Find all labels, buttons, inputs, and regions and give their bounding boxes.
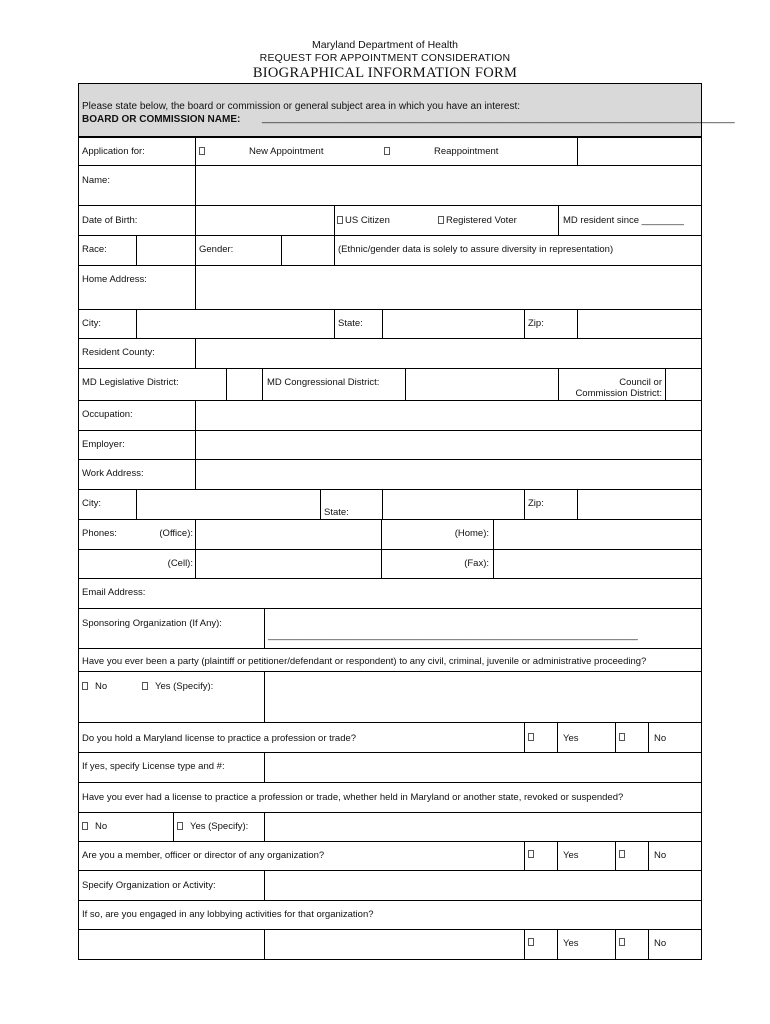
new-appointment-checkbox[interactable] (199, 147, 205, 155)
resident-county-label: Resident County: (82, 347, 155, 358)
party-no-label: No (95, 681, 108, 692)
email-field[interactable] (160, 579, 701, 607)
md-legislative-field[interactable] (227, 369, 261, 399)
gender-label: Gender: (199, 244, 234, 255)
board-instruction: Please state below, the board or commission or general subject area in which you have an interest: (82, 101, 521, 112)
license-no-label: No (654, 733, 667, 744)
council-label-line1: Council or (619, 377, 662, 388)
party-specify-field[interactable] (265, 672, 701, 721)
home-zip-field[interactable] (578, 310, 701, 337)
race-field[interactable] (137, 236, 194, 264)
home-address-label: Home Address: (82, 274, 147, 285)
dob-label: Date of Birth: (82, 215, 138, 226)
work-state-label: State: (324, 507, 349, 518)
office-phone-label: (Office): (159, 528, 193, 539)
occupation-label: Occupation: (82, 409, 133, 420)
council-district-field[interactable] (666, 369, 701, 399)
resident-county-field[interactable] (196, 339, 701, 367)
work-state-field[interactable] (383, 490, 523, 518)
cell-phone-label: (Cell): (167, 558, 193, 569)
md-congressional-label: MD Congressional District: (267, 377, 380, 388)
member-no-label: No (654, 850, 667, 861)
department-heading: Maryland Department of Health (312, 39, 458, 51)
work-address-field[interactable] (196, 460, 701, 488)
employer-label: Employer: (82, 439, 125, 450)
member-yes-label: Yes (563, 850, 579, 861)
board-name-field[interactable]: _____________________________________________________________________________________ (262, 113, 735, 124)
work-city-field[interactable] (137, 490, 319, 518)
reappointment-checkbox[interactable] (384, 147, 390, 155)
lobbying-no-checkbox[interactable] (619, 938, 625, 946)
home-state-label: State: (338, 318, 363, 329)
license-question: Do you hold a Maryland license to practice a profession or trade? (82, 733, 357, 744)
form-title: BIOGRAPHICAL INFORMATION FORM (252, 65, 518, 81)
sponsoring-field[interactable]: ______________________________________________________________________ (268, 630, 638, 641)
revoked-question: Have you ever had a license to practice a profession or trade, whether held in Maryland or another state, revoked or suspended? (82, 792, 624, 803)
home-address-field[interactable] (196, 266, 701, 308)
fax-field[interactable] (494, 550, 701, 577)
office-phone-field[interactable] (196, 520, 380, 548)
license-no-checkbox[interactable] (619, 733, 625, 741)
gender-field[interactable] (282, 236, 333, 264)
work-zip-field[interactable] (578, 490, 701, 518)
lobbying-yes-checkbox[interactable] (528, 938, 534, 946)
md-congressional-field[interactable] (406, 369, 557, 399)
party-yes-checkbox[interactable] (142, 682, 148, 690)
license-type-field[interactable] (265, 753, 701, 781)
request-heading: REQUEST FOR APPOINTMENT CONSIDERATION (259, 52, 511, 64)
member-yes-checkbox[interactable] (528, 850, 534, 858)
employer-field[interactable] (196, 431, 701, 458)
email-label: Email Address: (82, 587, 146, 598)
work-city-label: City: (82, 498, 101, 509)
md-legislative-label: MD Legislative District: (82, 377, 179, 388)
cell-phone-field[interactable] (196, 550, 380, 577)
home-city-field[interactable] (137, 310, 333, 337)
us-citizen-checkbox[interactable] (337, 216, 343, 224)
member-no-checkbox[interactable] (619, 850, 625, 858)
reappointment-label: Reappointment (434, 146, 499, 157)
sponsoring-label: Sponsoring Organization (If Any): (82, 618, 222, 629)
race-label: Race: (82, 244, 107, 255)
registered-voter-checkbox[interactable] (438, 216, 444, 224)
party-yes-label: Yes (Specify): (155, 681, 214, 692)
lobbying-field-b[interactable] (265, 930, 523, 959)
revoked-specify-field[interactable] (265, 813, 701, 840)
board-name-label: BOARD OR COMMISSION NAME: (82, 114, 241, 125)
home-phone-field[interactable] (494, 520, 701, 548)
license-type-label: If yes, specify License type and #: (82, 761, 225, 772)
md-resident-since-field[interactable]: MD resident since ________ (563, 215, 684, 226)
new-appointment-label: New Appointment (249, 146, 324, 157)
lobbying-question: If so, are you engaged in any lobbying activities for that organization? (82, 909, 374, 920)
license-yes-label: Yes (563, 733, 579, 744)
lobbying-field-a[interactable] (79, 930, 263, 959)
application-extra-field[interactable] (578, 138, 701, 164)
home-city-label: City: (82, 318, 101, 329)
work-zip-label: Zip: (528, 498, 544, 509)
revoked-no-label: No (95, 821, 108, 832)
lobbying-yes-label: Yes (563, 938, 579, 949)
home-zip-label: Zip: (528, 318, 544, 329)
phones-label: Phones: (82, 528, 117, 539)
name-label: Name: (82, 175, 110, 186)
home-state-field[interactable] (383, 310, 523, 337)
fax-label: (Fax): (464, 558, 489, 569)
dob-field[interactable] (196, 206, 333, 234)
party-question: Have you ever been a party (plaintiff or petitioner/defendant or respondent) to any civil, criminal, juvenile or administrative proceeding? (82, 656, 647, 667)
diversity-note: (Ethnic/gender data is solely to assure diversity in representation) (338, 244, 614, 255)
revoked-yes-label: Yes (Specify): (190, 821, 249, 832)
lobbying-no-label: No (654, 938, 667, 949)
party-no-checkbox[interactable] (82, 682, 88, 690)
us-citizen-label: US Citizen (345, 215, 390, 226)
application-for-label: Application for: (82, 146, 145, 157)
name-field[interactable] (196, 166, 701, 204)
work-address-label: Work Address: (82, 468, 144, 479)
revoked-no-checkbox[interactable] (82, 822, 88, 830)
specify-org-label: Specify Organization or Activity: (82, 880, 216, 891)
revoked-yes-checkbox[interactable] (177, 822, 183, 830)
occupation-field[interactable] (196, 401, 701, 429)
registered-voter-label: Registered Voter (446, 215, 517, 226)
license-yes-checkbox[interactable] (528, 733, 534, 741)
council-label-line2: Commission District: (575, 388, 662, 399)
member-question: Are you a member, officer or director of any organization? (82, 850, 325, 861)
home-phone-label: (Home): (454, 528, 489, 539)
specify-org-field[interactable] (265, 871, 701, 899)
